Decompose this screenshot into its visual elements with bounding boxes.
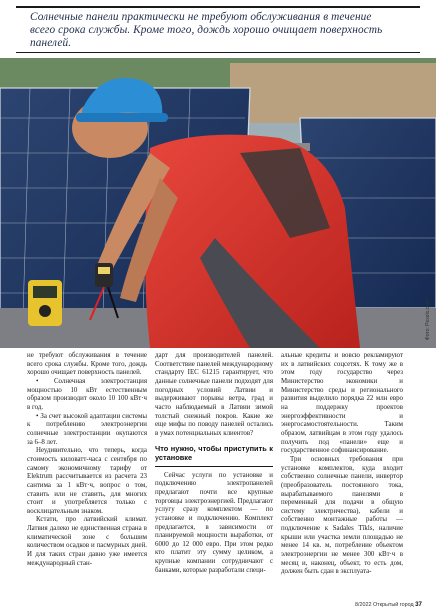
photo-credit: Фото: Pexels.com xyxy=(425,300,431,341)
paragraph: Сейчас услуги по установке и подключению электропанелей предлагают почти все крупные торговцы электроэнергией. Предлагают услугу сразу комплектом — по установке и подключению. Комплект предлагается, в зависимости от планируемой мощности выработки, от 6000 до 12 000 евро. При этом редко кто платит эту сумму целиком, а крупные компании сотрудничают с банками, которые разработали специ- xyxy=(155,471,273,574)
page-footer xyxy=(355,601,422,608)
section-subheading: Что нужно, чтобы приступить к установке xyxy=(155,443,273,462)
paragraph: Три основных требования при установке комплектов, куда входит собственно солнечные панели, инвертор (преобразователь постоянного тока, вырабатываемого панелями в переменный для подачи в общую систему электричества), кабели и собственно монтажные работы — подключение к Sadales Tīkls, наличие крыши или участка земли площадью не менее 14 кв. м, потребление объектом электроэнергии не менее 300 кВт·ч в месяц и, наконец, объект, то есть дом, должен быть сдан в эксплуата- xyxy=(281,455,403,576)
paragraph: • За счет высокой адаптации системы к потреблению электроэнергии солнечные электростанции окупаются за 6–8 лет. xyxy=(27,412,147,446)
text-column-2 xyxy=(155,352,273,575)
paragraph: Кстати, про латвийский климат. Латвия далеко не единственная страна в климатической зоне с большим количеством осадков и пасмурных дней. И для таких стран давно уже имеется международный стан- xyxy=(27,516,147,567)
paragraph: Неудивительно, что теперь, когда стоимость киловатт-часа с сентября по самому экономичному тарифу от Elektrum рассчитывается из расчета 23 сантима за 1 кВт·ч, вопрос о том, ставить или не ставить, для многих стоит и употребляется только с восклицательным знаком. xyxy=(27,447,147,515)
subheading-rule xyxy=(155,466,273,467)
text-column-1 xyxy=(27,352,147,568)
issue-label: 8/2022 Открытый город xyxy=(355,602,414,608)
paragraph: • Солнечная электростанция мощностью 10 кВт естественным образом производит около 10 100 кВт·ч в год. xyxy=(27,377,147,411)
paragraph: дарт для производителей панелей. Соответствие панелей международному стандарту IEC 61215 гарантирует, что данные солнечные панели подходят для погодных условий Латвии и выдерживают порывы ветра, град и часто наблюдаемый в Латвии зимой толстый снежный покров. Какие же еще мифы по поводу панелей остались в умах потенциальных клиентов? xyxy=(155,352,273,437)
text-column-3 xyxy=(281,352,403,577)
article-photo xyxy=(0,58,436,348)
page-number: 37 xyxy=(415,601,422,608)
paragraph: альные кредиты и вовсю рекламируют их в латвийских соцсетях. К тому же в этом году государство через Министерство экономики и Министерство среды и регионального развития выделило порядка 22 млн евро на поддержку проектов энергоэффективности и энергосамостоятельности. Таким образом, латвийцам в этом году удалось получить под «панели» еще и государственное софинансирование. xyxy=(281,352,403,455)
pull-quote: Солнечные панели практически не требуют обслуживания в течение всего срока службы. Кроме того, дождь хорошо очищает поверхность панелей. xyxy=(30,11,383,49)
top-rule xyxy=(16,6,420,8)
quote-rule xyxy=(16,52,420,53)
paragraph: не требуют обслуживания в течение всего срока службы. Кроме того, дождь хорошо очищает поверхность панелей. xyxy=(27,352,147,377)
